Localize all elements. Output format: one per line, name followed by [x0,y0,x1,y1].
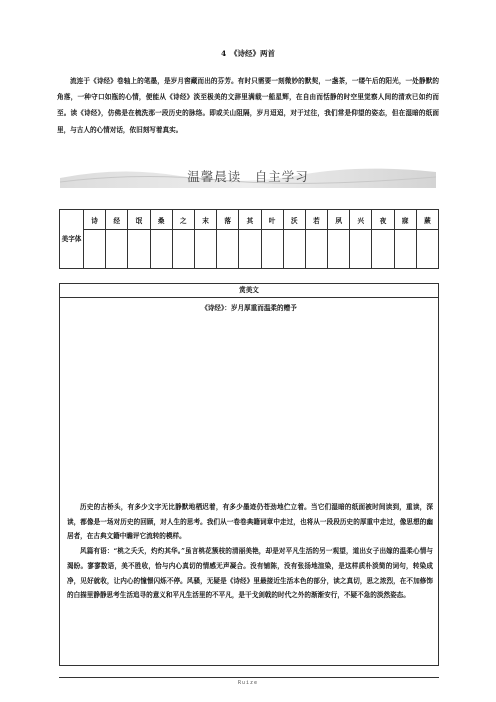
practice-row [60,230,439,269]
char-cell: 其 [239,210,261,230]
appreciation-box [59,283,439,666]
char-cell: 氓 [128,210,150,230]
character-practice-table [59,209,439,269]
practice-cell[interactable] [416,230,438,269]
char-cell: 寐 [394,210,416,230]
practice-cell[interactable] [394,230,416,269]
practice-cell[interactable] [128,230,150,269]
section-banner [0,164,496,188]
char-cell: 落 [217,210,239,230]
appreciation-paragraph: 历史的古桥头，有多少文字无比静默地栖迟着，有多少墨迹仍苍劲地伫立着。当它们湿暗的纸面被时间读到，重读，深读，都像是一场对历史的回顾，对人生的思考。我们从一卷卷典籍词章中走过，也将从一段段历史的厚重中走过，像思想的幽居者，在古典文籍中瞻评它流转的模样。 [67,503,433,541]
character-row [60,210,439,230]
practice-cell[interactable] [261,230,283,269]
practice-cell[interactable] [283,230,305,269]
char-cell: 叶 [261,210,283,230]
char-cell: 经 [106,210,128,230]
practice-cell[interactable] [372,230,394,269]
footer-text: Ruize [237,680,259,686]
char-cell: 末 [194,210,216,230]
banner-title: 温馨晨读 自主学习 [187,169,309,184]
practice-cell[interactable] [350,230,372,269]
char-cell: 之 [172,210,194,230]
footer-divider [59,677,439,678]
char-cell: 若 [305,210,327,230]
intro-paragraph: 流连于《诗经》卷轴上的笔墨，是岁月窖藏而出的芬芳。有时只需要一刻微妙的默契，一盏茶，一缕午后的阳光，一处静默的角落，一种守口如瓶的心情，便能从《诗经》淡至极美的文辞里满载一船星辉，在自由而恬静的时空里觉察人间的清欢已如约而至。读《诗经》，仿佛是在梳洗那一段历史的脉络。即或关山阻隔，岁月迢迢，对于过往，我们常是仰望的姿态，但在湿暗的纸面里，与古人的心情对话，依旧刻写着真实。 [57,77,439,134]
char-cell: 兴 [350,210,372,230]
practice-cell[interactable] [172,230,194,269]
appreciation-subtitle: 《诗经》：岁月厚重而温柔的赠予 [201,304,297,312]
practice-cell[interactable] [194,230,216,269]
char-cell: 夙 [328,210,350,230]
char-cell: 诗 [84,210,106,230]
page-title: 4 《诗经》两首 [221,49,275,58]
table-header-cell: 美字体 [60,210,84,269]
char-cell: 夜 [372,210,394,230]
practice-cell[interactable] [328,230,350,269]
practice-cell[interactable] [305,230,327,269]
practice-cell[interactable] [217,230,239,269]
practice-cell[interactable] [106,230,128,269]
char-cell: 蕨 [416,210,438,230]
char-cell: 沃 [283,210,305,230]
appreciation-heading: 赏美文 [60,284,438,298]
practice-cell[interactable] [150,230,172,269]
char-cell: 桑 [150,210,172,230]
appreciation-paragraph: 风篇有语：“桃之夭夭，灼灼其华。”虽言桃花簇枝的清丽美艳，却是对平凡生活的另一观望，道出女子出嫁的温柔心情与渴盼。寥寥数语，美不胜收，恰与内心真切的情感无声凝合。没有铺陈，没有张扬地渲染，是这样质朴淡简的词句，转染成净，见好就收，让内心的憧憬闪烁不停。风骚，无疑是《诗经》里最接近生活本色的部分，读之真切，思之浓烈，在不加修饰的白描里静静思考生活追寻的意义和平凡生活里的不平凡，是干戈剑戟的时代之外的渐渐安行，不疑不急的淡然姿态。 [67,547,433,600]
appreciation-body [67,500,433,603]
practice-cell[interactable] [84,230,106,269]
practice-cell[interactable] [239,230,261,269]
